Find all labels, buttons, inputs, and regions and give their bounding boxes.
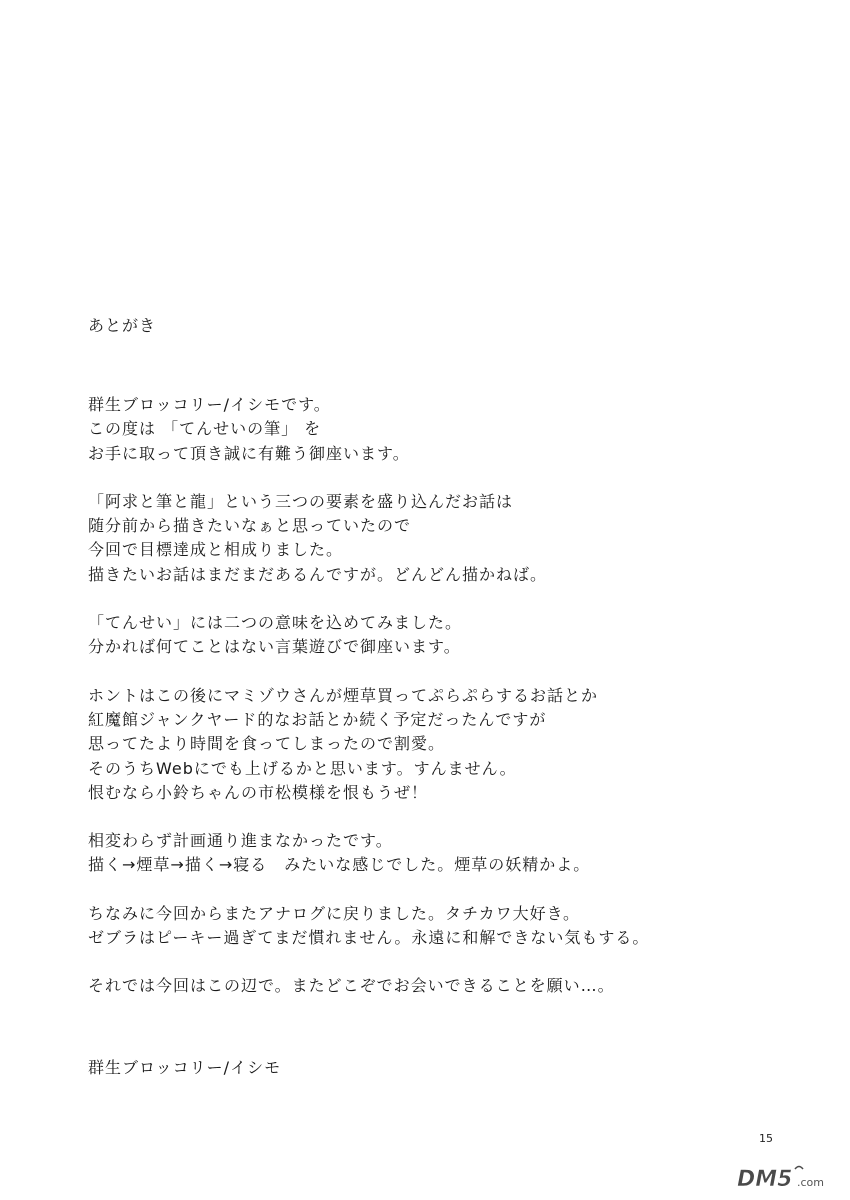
text-line: 分かれば何てことはない言葉遊びで御座います。 bbox=[88, 637, 461, 657]
afterword-section bbox=[88, 313, 788, 1097]
text-line: ホントはこの後にマミゾウさんが煙草買ってぷらぷらするお話とか bbox=[88, 685, 599, 705]
text-line: ちなみに今回からまたアナログに戻りました。タチカワ大好き。 bbox=[88, 903, 581, 923]
text-line: ゼブラはピーキー過ぎてまだ慣れません。永遠に和解できない気もする。 bbox=[88, 928, 650, 948]
text-line: 今回で目標達成と相成りました。 bbox=[88, 540, 344, 560]
text-line: 描きたいお話はまだまだあるんですが。どんどん描かねば。 bbox=[88, 564, 548, 584]
paragraph-tools bbox=[88, 902, 788, 951]
paragraph-closing bbox=[88, 974, 788, 998]
text-line: 随分前から描きたいなぁと思っていたので bbox=[88, 516, 412, 536]
text-line: 思ってたより時間を食ってしまったので割愛。 bbox=[88, 734, 446, 754]
paragraph-cut-content bbox=[88, 684, 788, 805]
site-watermark-logo bbox=[735, 1163, 841, 1193]
paragraph-title-meaning bbox=[88, 611, 788, 660]
text-line: それでは今回はこの辺で。またどこぞでお会いできることを願い…。 bbox=[88, 976, 615, 996]
text-line: 恨むなら小鈴ちゃんの市松模様を恨もうぜ！ bbox=[88, 782, 429, 802]
paragraph-schedule bbox=[88, 829, 788, 878]
afterword-heading: あとがき bbox=[88, 316, 157, 335]
author-signature: 群生ブロッコリー/イシモ bbox=[88, 1057, 282, 1077]
text-line: 描く→煙草→描く→寝る みたいな感じでした。煙草の妖精かよ。 bbox=[88, 855, 591, 875]
paragraph-intro bbox=[88, 393, 788, 466]
svg-text:.com: .com bbox=[797, 1176, 824, 1189]
text-line: 群生ブロッコリー/イシモです。 bbox=[88, 395, 331, 414]
text-line: そのうちWebにでも上げるかと思います。すんません。 bbox=[88, 758, 517, 778]
text-line: この度は 「てんせいの筆」 を bbox=[88, 419, 322, 439]
text-line: 「てんせい」には二つの意味を込めてみました。 bbox=[88, 613, 463, 633]
watermark-icon bbox=[735, 1163, 841, 1193]
page-number: 15 bbox=[759, 1132, 773, 1145]
text-line: お手に取って頂き誠に有難う御座います。 bbox=[88, 443, 410, 463]
svg-text:DM5: DM5 bbox=[737, 1167, 793, 1192]
text-line: 紅魔館ジャンクヤード的なお話とか続く予定だったんですが bbox=[88, 709, 547, 729]
text-line: 「阿求と筆と龍」という三つの要素を盛り込んだお話は bbox=[88, 491, 514, 511]
text-line: 相変わらず計画通り進まなかったです。 bbox=[88, 831, 393, 851]
paragraph-theme bbox=[88, 490, 788, 587]
